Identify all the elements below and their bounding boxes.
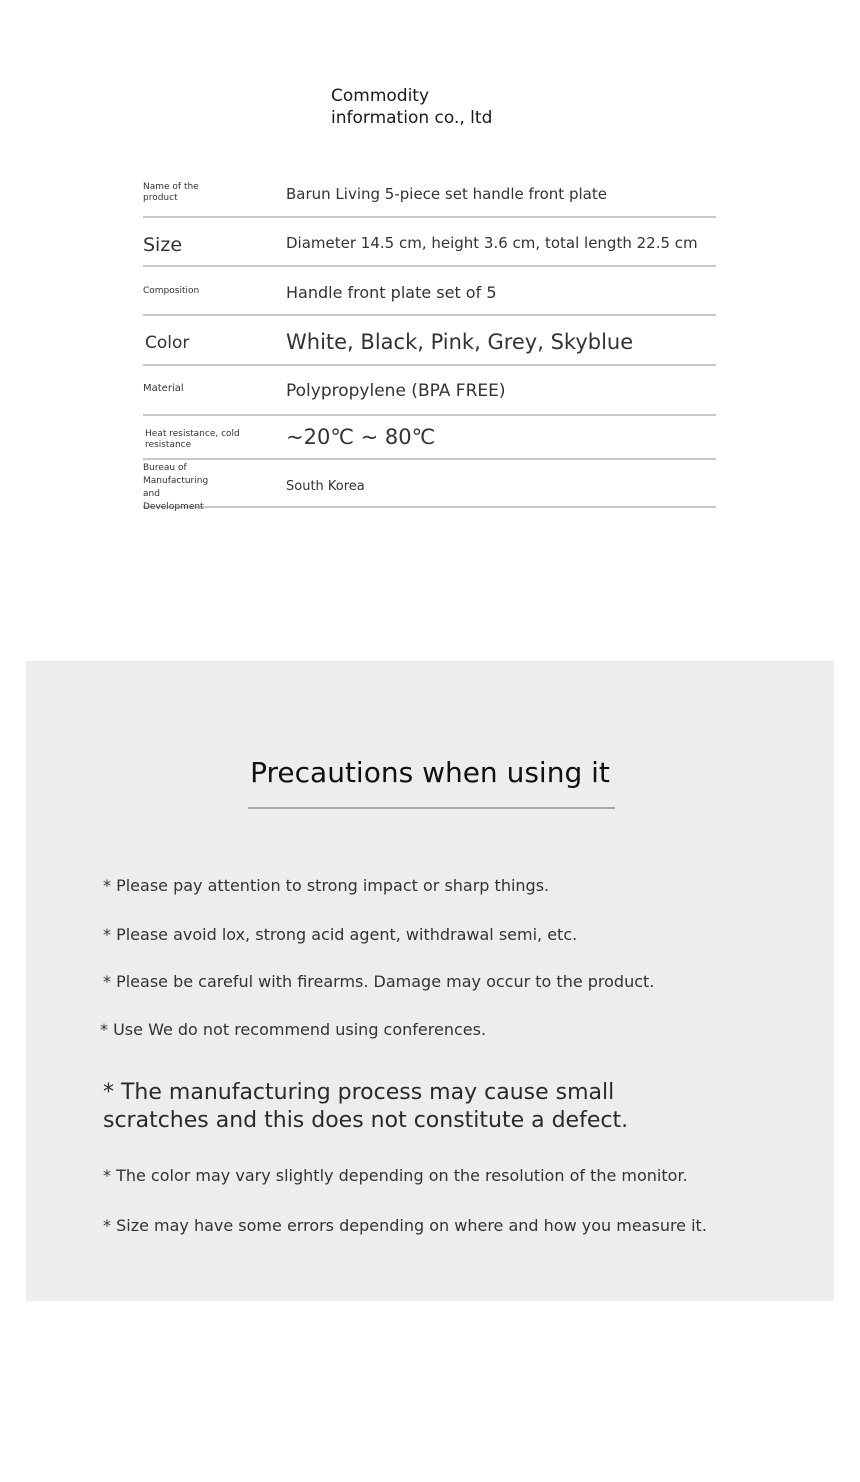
precaution-item: * Size may have some errors depending on where and how you measure it.: [103, 1216, 707, 1235]
spec-label: Composition: [143, 286, 200, 296]
spec-row-name: [143, 180, 716, 218]
spec-value: Barun Living 5-piece set handle front plate: [286, 185, 607, 203]
spec-label: Size: [143, 234, 183, 256]
title-divider: [248, 807, 615, 809]
page-title: Commodity information co., ltd: [331, 86, 493, 128]
spec-row-composition: [143, 267, 716, 316]
precaution-item: * Use We do not recommend using conferences.: [100, 1020, 487, 1039]
precaution-item: * The color may vary slightly depending on the resolution of the monitor.: [103, 1166, 688, 1185]
spec-value: Polypropylene (BPA FREE): [286, 381, 506, 401]
spec-row-size: [143, 218, 716, 267]
spec-value: South Korea: [286, 479, 365, 494]
spec-value: Handle front plate set of 5: [286, 283, 497, 302]
spec-label: Material: [143, 383, 184, 394]
spec-row-color: [143, 316, 716, 366]
spec-value: ~20℃ ~ 80℃: [286, 425, 436, 449]
precaution-item: * Please be careful with firearms. Damage may occur to the product.: [103, 972, 655, 991]
precaution-item: * Please avoid lox, strong acid agent, withdrawal semi, etc.: [103, 925, 578, 944]
precautions-panel: [26, 661, 834, 1301]
spec-row-origin: [143, 460, 716, 512]
precaution-item: * Please pay attention to strong impact or sharp things.: [103, 876, 550, 895]
precautions-title: Precautions when using it: [250, 756, 610, 789]
spec-value: White, Black, Pink, Grey, Skyblue: [286, 330, 634, 354]
spec-row-material: [143, 366, 716, 416]
spec-label: Heat resistance, cold resistance: [145, 429, 240, 450]
spec-label: Color: [145, 333, 190, 353]
spec-row-temperature: [143, 416, 716, 460]
spec-label: Name of the product: [143, 182, 199, 203]
spec-label: Bureau of Manufacturing and Development: [143, 463, 209, 512]
precaution-item: * The manufacturing process may cause small scratches and this does not constitute a defect.: [103, 1080, 629, 1133]
spec-value: Diameter 14.5 cm, height 3.6 cm, total length 22.5 cm: [286, 234, 698, 252]
